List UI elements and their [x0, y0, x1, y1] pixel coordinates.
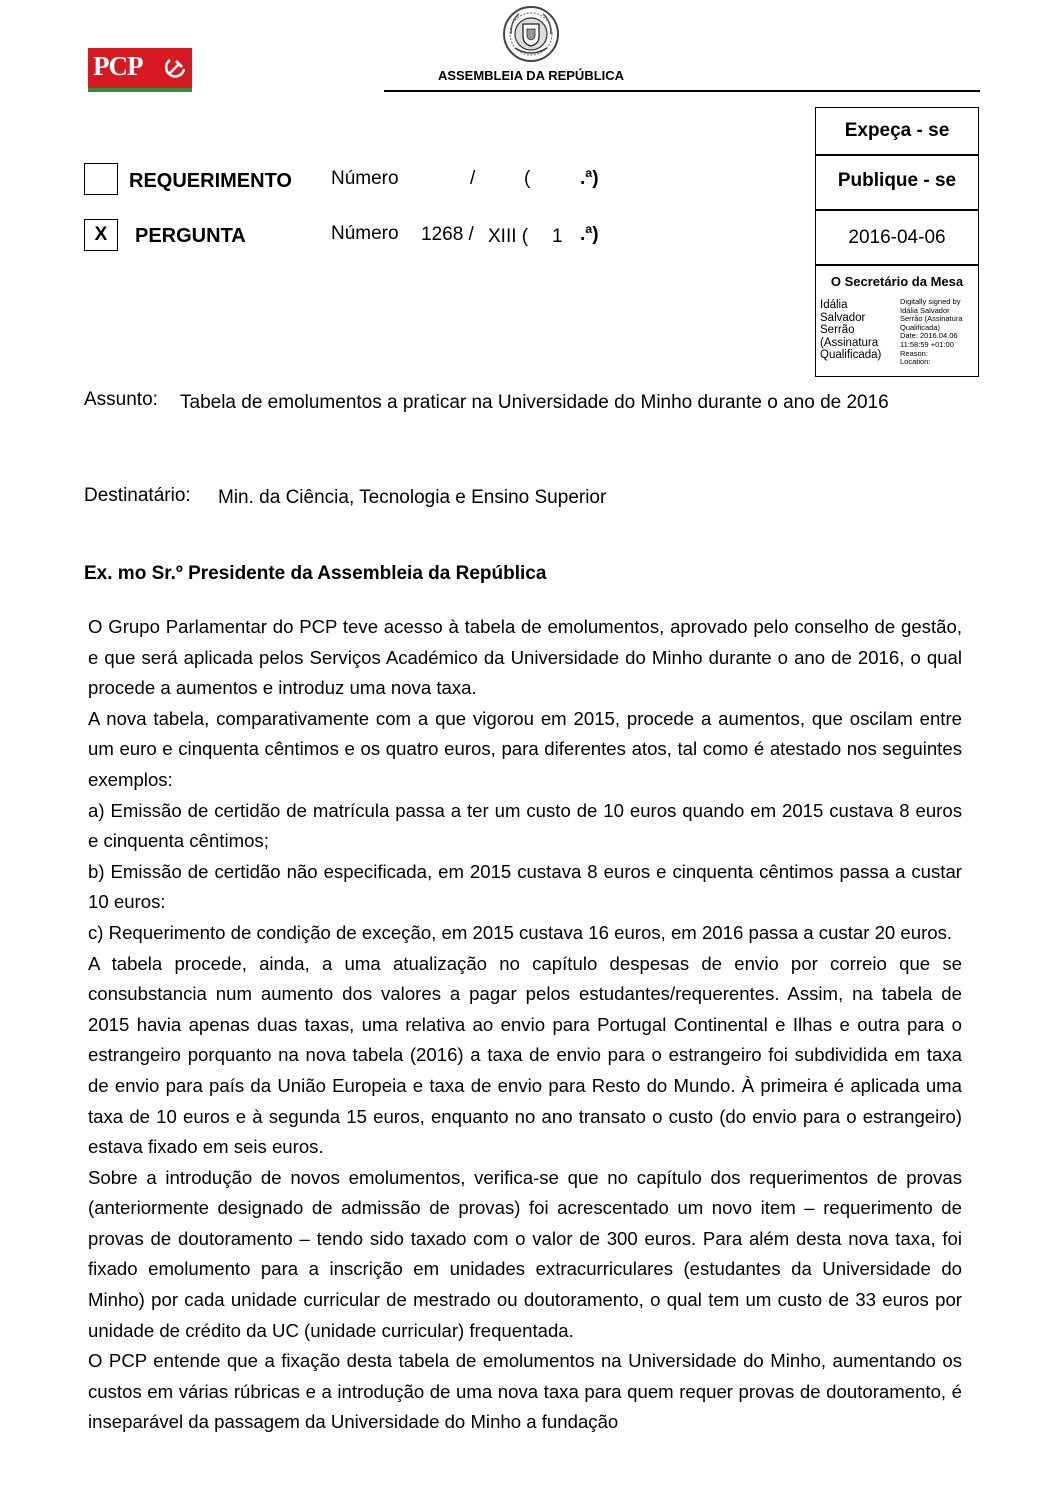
signer-name-line: Serrão — [820, 324, 855, 336]
body-paragraph: a) Emissão de certidão de matrícula passa a ter um custo de 10 euros quando em 2015 custava 8 euros e cinquenta cêntimos; — [88, 799, 962, 852]
pergunta-session: 1 — [552, 226, 563, 247]
signer-name — [820, 299, 881, 362]
pergunta-number-label: Número — [331, 223, 399, 244]
signature-line: Serrão (Assinatura — [900, 314, 963, 324]
pergunta-legislature: XIII ( — [488, 226, 529, 247]
stamp-secretary: O Secretário da Mesa — [830, 274, 964, 289]
signature-line: Qualificada) — [900, 322, 941, 332]
signer-name-line: Qualificada) — [820, 349, 882, 361]
logo-stripe — [88, 88, 192, 92]
signer-name-line: Salvador — [820, 311, 866, 324]
requerimento-ordinal: .ª) — [580, 168, 599, 189]
body-paragraph: b) Emissão de certidão não especificada, em 2015 custava 8 euros e cinquenta cêntimos passa a custar 10 euros: — [88, 860, 962, 913]
signature-line: Digitally signed by — [900, 297, 961, 306]
signer-name-line: Idália — [820, 299, 848, 311]
pergunta-checkbox[interactable]: X — [84, 219, 118, 251]
requerimento-slash: / — [470, 168, 476, 189]
digital-signature-details — [900, 298, 980, 367]
stamp-divider — [816, 264, 978, 266]
body-paragraph: O Grupo Parlamentar do PCP teve acesso à tabela de emolumentos, aprovado pelo conselho de gestão, e que será aplicada pelos Serviços Académico da Universidade do Minho durante o ano de 2016, o qual procede a aumentos e introduz uma nova taxa. — [88, 616, 962, 699]
body-paragraph: A nova tabela, comparativamente com a que vigorou em 2015, procede a aumentos, que oscilam entre um euro e cinquenta cêntimos e os quatro euros, para diferentes atos, tal como é atestado nos seguintes exemplos: — [88, 707, 962, 790]
signature-line: 11:58:59 +01:00 — [900, 339, 954, 349]
header-divider — [384, 90, 980, 92]
pergunta-label: PERGUNTA — [135, 225, 246, 247]
requerimento-open-paren: ( — [524, 168, 531, 189]
requerimento-number-label: Número — [331, 168, 399, 189]
requerimento-label: REQUERIMENTO — [129, 170, 292, 192]
stamp-expeca: Expeça - se — [844, 120, 950, 141]
signature-line: Idália Salvador — [900, 305, 950, 315]
recipient-label: Destinatário: — [84, 485, 191, 506]
institution-name: ASSEMBLEIA DA REPÚBLICA — [437, 68, 625, 83]
body-paragraph: c) Requerimento de condição de exceção, em 2015 custava 16 euros, em 2016 passa a custar 20 euros. — [88, 921, 953, 943]
stamp-date: 2016-04-06 — [848, 227, 946, 248]
recipient-value: Min. da Ciência, Tecnologia e Ensino Superior — [218, 487, 607, 508]
salutation: Ex. mo Sr.º Presidente da Assembleia da República — [84, 563, 547, 584]
signer-name-line: (Assinatura — [820, 336, 879, 349]
approval-stamp — [815, 107, 979, 377]
pcp-logo-text: PCP — [93, 51, 143, 81]
body-paragraph: O PCP entende que a fixação desta tabela de emolumentos na Universidade do Minho, aumentando os custos em várias rúbricas e a introdução de uma nova taxa para quem requer provas de doutoramento, é inseparável da passagem da Universidade do Minho a fundação — [88, 1350, 962, 1433]
signature-line: Reason: — [900, 348, 928, 358]
subject-label: Assunto: — [84, 389, 158, 410]
document-body — [88, 612, 962, 1438]
subject-value: Tabela de emolumentos a praticar na Universidade do Minho durante o ano de 2016 — [180, 392, 889, 413]
signature-line: Date: 2016.04.06 — [900, 331, 958, 341]
pcp-logo — [88, 48, 192, 88]
requerimento-checkbox[interactable] — [84, 163, 118, 195]
signature-line: Location: — [900, 357, 931, 367]
republic-crest-icon — [501, 4, 561, 64]
stamp-divider — [816, 209, 978, 211]
body-paragraph: Sobre a introdução de novos emolumentos, verifica-se que no capítulo dos requerimentos de provas (anteriormente designado de admissão de provas) foi acrescentado um novo item – requerimento de provas de doutoramento – tendo sido taxado com o valor de 300 euros. Para além desta nova taxa, foi fixado emolumento para a inscrição em unidades extracurriculares (estudantes da Universidade do Minho) por cada unidade curricular de mestrado ou doutoramento, o qual tem um custo de 33 euros por unidade de crédito da UC (unidade curricular) frequentada. — [88, 1166, 962, 1341]
stamp-divider — [816, 154, 978, 156]
pergunta-number: 1268 / — [421, 224, 474, 245]
body-paragraph: A tabela procede, ainda, a uma atualização no capítulo despesas de envio por correio que se consubstancia num aumento dos valores a pagar pelos estudantes/requerentes. Assim, na tabela de 2015 havia apenas duas taxas, uma relativa ao envio para Portugal Continental e Ilhas e outra para o estrangeiro porquanto na nova tabela (2016) a taxa de envio para o estrangeiro foi subdividida em taxa de envio para país da União Europeia e taxa de envio para Resto do Mundo. À primeira é aplicada uma taxa de 10 euros e à segunda 15 euros, enquanto no ano transato o custo (do envio para o estrangeiro) estava fixado em seis euros. — [88, 952, 962, 1158]
pergunta-ordinal: .ª) — [580, 224, 599, 245]
hammer-sickle-icon — [164, 55, 188, 79]
stamp-publique: Publique - se — [837, 170, 957, 191]
